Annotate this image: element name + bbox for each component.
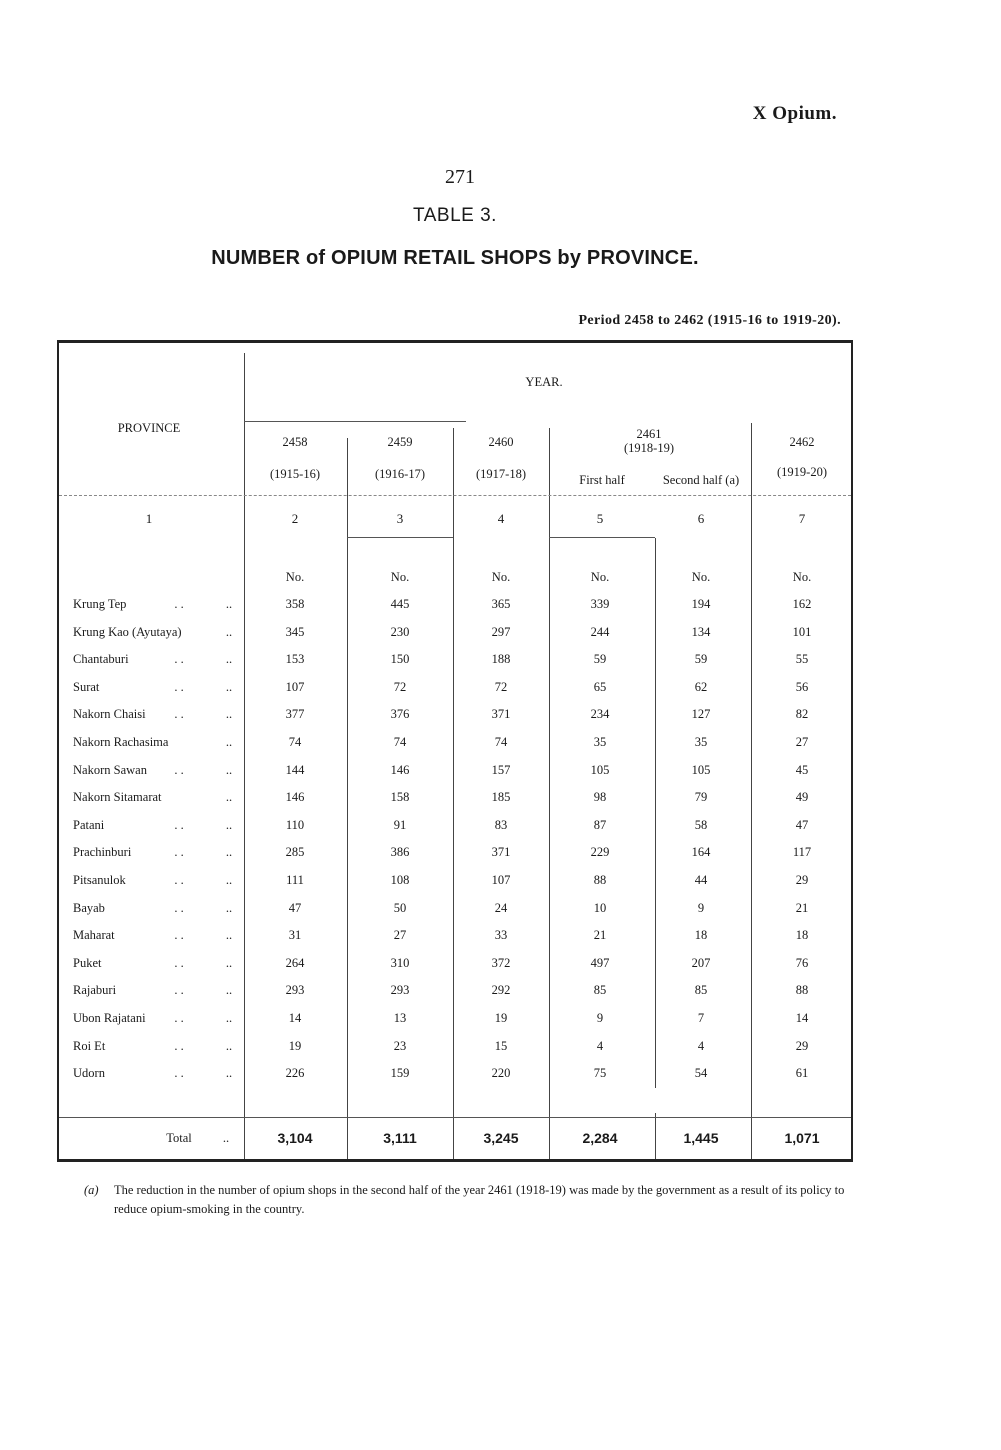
- year-2459-sub: (1916-17): [375, 467, 425, 481]
- cell-value: 234: [590, 707, 610, 722]
- cell-value: 45: [795, 762, 809, 777]
- unit-label: No.: [691, 570, 711, 584]
- cell-value: 4: [697, 1038, 705, 1053]
- province-name: Ubon Rajatani: [73, 1011, 146, 1025]
- unit-label: No.: [390, 570, 410, 584]
- leader-dots: ..: [225, 790, 233, 805]
- year-2460: 2460: [488, 435, 514, 449]
- cell-value: 19: [494, 1011, 508, 1025]
- leader-dots: . .: [174, 762, 184, 777]
- unit-label: No.: [792, 570, 812, 584]
- cell-value: 72: [393, 679, 407, 694]
- cell-value: 49: [795, 790, 809, 805]
- province-name: Nakorn Rachasima: [73, 735, 169, 749]
- total-leader-dots: ..: [222, 1131, 230, 1145]
- cell-value: 285: [285, 845, 305, 860]
- cell-value: 74: [288, 735, 302, 749]
- leader-dots: ..: [225, 955, 233, 970]
- cell-value: 134: [691, 624, 711, 639]
- leader-dots: . .: [174, 817, 184, 832]
- leader-dots: ..: [225, 624, 233, 639]
- cell-value: 185: [491, 790, 511, 805]
- year-2458-sub: (1915-16): [270, 467, 320, 481]
- total-value: 1,445: [683, 1130, 719, 1146]
- cell-value: 79: [694, 790, 708, 805]
- cell-value: 85: [694, 983, 708, 998]
- province-name: Maharat: [73, 928, 115, 943]
- cell-value: 15: [494, 1038, 508, 1053]
- cell-value: 83: [494, 817, 508, 832]
- cell-value: 230: [390, 624, 410, 639]
- cell-value: 54: [694, 1066, 708, 1081]
- leader-dots: ..: [225, 983, 233, 998]
- cell-value: 9: [596, 1011, 604, 1025]
- cell-value: 107: [285, 679, 305, 694]
- cell-value: 85: [593, 983, 607, 998]
- cell-value: 386: [390, 845, 410, 860]
- province-name: Surat: [73, 679, 100, 694]
- leader-dots: . .: [174, 983, 184, 998]
- cell-value: 377: [285, 707, 305, 722]
- cell-value: 371: [491, 707, 511, 722]
- page-number: 271: [445, 166, 475, 188]
- cell-value: 21: [795, 900, 809, 915]
- leader-dots: ..: [225, 900, 233, 915]
- leader-dots: ..: [225, 707, 233, 722]
- table-label: TABLE 3.: [413, 205, 497, 226]
- footnote-text: The reduction in the number of opium shops in the second half of the year 2461 (1918-19) was made by the government as a result of its policy to reduce opium-smoking in the country.: [114, 1183, 845, 1216]
- cell-value: 207: [691, 955, 711, 970]
- cell-value: 72: [494, 679, 508, 694]
- total-value: 2,284: [582, 1130, 618, 1146]
- cell-value: 9: [697, 900, 705, 915]
- cell-value: 59: [593, 652, 607, 667]
- province-name: Chantaburi: [73, 652, 129, 667]
- cell-value: 220: [491, 1066, 511, 1081]
- cell-value: 62: [694, 679, 708, 694]
- cell-value: 27: [795, 735, 809, 749]
- cell-value: 65: [593, 679, 607, 694]
- cell-value: 50: [393, 900, 407, 915]
- year-2460-sub: (1917-18): [476, 467, 526, 481]
- column-number: 5: [596, 511, 604, 526]
- period-label: Period 2458 to 2462 (1915-16 to 1919-20).: [578, 313, 841, 328]
- cell-value: 188: [491, 652, 511, 667]
- cell-value: 4: [596, 1038, 604, 1053]
- cell-value: 153: [285, 652, 305, 667]
- province-name: Krung Tep: [73, 597, 127, 611]
- unit-label: No.: [491, 570, 511, 584]
- cell-value: 59: [694, 652, 708, 667]
- cell-value: 108: [390, 873, 410, 887]
- cell-value: 371: [491, 845, 511, 860]
- province-name: Patani: [73, 817, 105, 832]
- year-header: YEAR.: [525, 375, 563, 389]
- cell-value: 13: [393, 1011, 407, 1025]
- cell-value: 35: [593, 735, 607, 749]
- leader-dots: . .: [174, 679, 184, 694]
- section-label: X Opium.: [752, 103, 837, 124]
- cell-value: 76: [795, 955, 809, 970]
- column-number: 2: [291, 511, 299, 526]
- cell-value: 23: [393, 1038, 407, 1053]
- cell-value: 264: [285, 955, 305, 970]
- cell-value: 24: [494, 900, 508, 915]
- leader-dots: ..: [225, 762, 233, 777]
- leader-dots: . .: [174, 597, 184, 611]
- cell-value: 87: [593, 817, 607, 832]
- leader-dots: . .: [174, 1011, 184, 1025]
- data-table: [57, 340, 853, 1162]
- province-name: Udorn: [73, 1066, 105, 1081]
- cell-value: 345: [285, 624, 305, 639]
- cell-value: 110: [285, 817, 305, 832]
- leader-dots: ..: [225, 845, 233, 860]
- cell-value: 35: [694, 735, 708, 749]
- leader-dots: . .: [174, 873, 184, 887]
- leader-dots: ..: [225, 679, 233, 694]
- leader-dots: ..: [225, 597, 233, 611]
- province-name: Krung Kao (Ayutaya): [73, 624, 182, 639]
- cell-value: 297: [491, 624, 511, 639]
- cell-value: 10: [593, 900, 607, 915]
- cell-value: 14: [288, 1011, 302, 1025]
- leader-dots: . .: [174, 955, 184, 970]
- cell-value: 55: [795, 652, 809, 667]
- table-title: NUMBER of OPIUM RETAIL SHOPS by PROVINCE.: [211, 247, 699, 269]
- cell-value: 376: [390, 707, 410, 722]
- cell-value: 56: [795, 679, 809, 694]
- cell-value: 162: [792, 597, 812, 611]
- unit-label: No.: [590, 570, 610, 584]
- province-name: Bayab: [73, 900, 105, 915]
- cell-value: 244: [590, 624, 610, 639]
- cell-value: 27: [393, 928, 407, 943]
- leader-dots: ..: [225, 817, 233, 832]
- cell-value: 47: [795, 817, 809, 832]
- cell-value: 31: [288, 928, 302, 943]
- year-2462-sub: (1919-20): [777, 465, 827, 479]
- cell-value: 372: [491, 955, 511, 970]
- leader-dots: ..: [225, 928, 233, 943]
- cell-value: 18: [694, 928, 708, 943]
- unit-label: No.: [285, 570, 305, 584]
- cell-value: 74: [494, 735, 508, 749]
- cell-value: 117: [792, 845, 812, 860]
- cell-value: 14: [795, 1011, 809, 1025]
- cell-value: 21: [593, 928, 607, 943]
- cell-value: 310: [390, 955, 410, 970]
- province-name: Nakorn Sitamarat: [73, 790, 162, 805]
- cell-value: 61: [795, 1066, 809, 1081]
- leader-dots: . .: [174, 928, 184, 943]
- footnote: [84, 1181, 874, 1219]
- cell-value: 44: [694, 873, 708, 887]
- leader-dots: ..: [225, 1066, 233, 1081]
- province-header: PROVINCE: [117, 421, 181, 435]
- leader-dots: ..: [225, 1038, 233, 1053]
- leader-dots: . .: [174, 1038, 184, 1053]
- year-2458: 2458: [282, 435, 308, 449]
- cell-value: 194: [691, 597, 711, 611]
- column-number: 3: [396, 511, 404, 526]
- province-name: Prachinburi: [73, 845, 132, 860]
- cell-value: 144: [285, 762, 305, 777]
- cell-value: 127: [691, 707, 711, 722]
- leader-dots: . .: [174, 845, 184, 860]
- cell-value: 292: [491, 983, 511, 998]
- cell-value: 358: [285, 597, 305, 611]
- cell-value: 7: [697, 1011, 705, 1025]
- cell-value: 74: [393, 735, 407, 749]
- leader-dots: . .: [174, 900, 184, 915]
- province-name: Nakorn Sawan: [73, 762, 147, 777]
- cell-value: 339: [590, 597, 610, 611]
- cell-value: 88: [593, 873, 607, 887]
- cell-value: 293: [390, 983, 410, 998]
- total-value: 3,104: [277, 1130, 313, 1146]
- cell-value: 157: [491, 762, 511, 777]
- cell-value: 105: [590, 762, 610, 777]
- year-2462: 2462: [789, 435, 815, 449]
- cell-value: 47: [288, 900, 302, 915]
- province-name: Nakorn Chaisi: [73, 707, 146, 722]
- cell-value: 111: [286, 873, 304, 887]
- footnote-mark: (a): [84, 1183, 99, 1197]
- cell-value: 146: [285, 790, 305, 805]
- total-label: Total: [166, 1131, 192, 1145]
- column-number: 1: [145, 511, 153, 526]
- cell-value: 33: [494, 928, 508, 943]
- province-name: Puket: [73, 955, 102, 970]
- column-number: 4: [497, 511, 505, 526]
- total-value: 1,071: [784, 1130, 820, 1146]
- column-number: 7: [798, 511, 806, 526]
- cell-value: 150: [390, 652, 410, 667]
- year-2459: 2459: [387, 435, 413, 449]
- leader-dots: . .: [174, 1066, 184, 1081]
- cell-value: 293: [285, 983, 305, 998]
- second-half-label: Second half (a): [662, 473, 740, 487]
- cell-value: 164: [691, 845, 711, 860]
- year-2461: 2461: [636, 427, 662, 441]
- leader-dots: ..: [225, 873, 233, 887]
- leader-dots: ..: [225, 1011, 233, 1025]
- cell-value: 159: [390, 1066, 410, 1081]
- cell-value: 18: [795, 928, 809, 943]
- cell-value: 445: [390, 597, 410, 611]
- cell-value: 226: [285, 1066, 305, 1081]
- cell-value: 158: [390, 790, 410, 805]
- cell-value: 19: [288, 1038, 302, 1053]
- leader-dots: . .: [174, 707, 184, 722]
- cell-value: 88: [795, 983, 809, 998]
- cell-value: 82: [795, 707, 809, 722]
- cell-value: 497: [590, 955, 610, 970]
- cell-value: 229: [590, 845, 610, 860]
- cell-value: 107: [491, 873, 511, 887]
- cell-value: 98: [593, 790, 607, 805]
- leader-dots: ..: [225, 652, 233, 667]
- cell-value: 365: [491, 597, 511, 611]
- first-half-label: First half: [579, 473, 625, 487]
- total-value: 3,245: [483, 1130, 519, 1146]
- column-number: 6: [697, 511, 705, 526]
- cell-value: 75: [593, 1066, 607, 1081]
- cell-value: 29: [795, 873, 809, 887]
- province-name: Rajaburi: [73, 983, 117, 998]
- cell-value: 29: [795, 1038, 809, 1053]
- cell-value: 146: [390, 762, 410, 777]
- cell-value: 105: [691, 762, 711, 777]
- cell-value: 91: [393, 817, 407, 832]
- total-value: 3,111: [383, 1130, 417, 1146]
- leader-dots: . .: [174, 652, 184, 667]
- cell-value: 101: [792, 624, 812, 639]
- year-2461-sub: (1918-19): [624, 441, 674, 455]
- cell-value: 58: [694, 817, 708, 832]
- leader-dots: ..: [225, 735, 233, 749]
- province-name: Pitsanulok: [73, 873, 126, 887]
- province-name: Roi Et: [73, 1038, 106, 1053]
